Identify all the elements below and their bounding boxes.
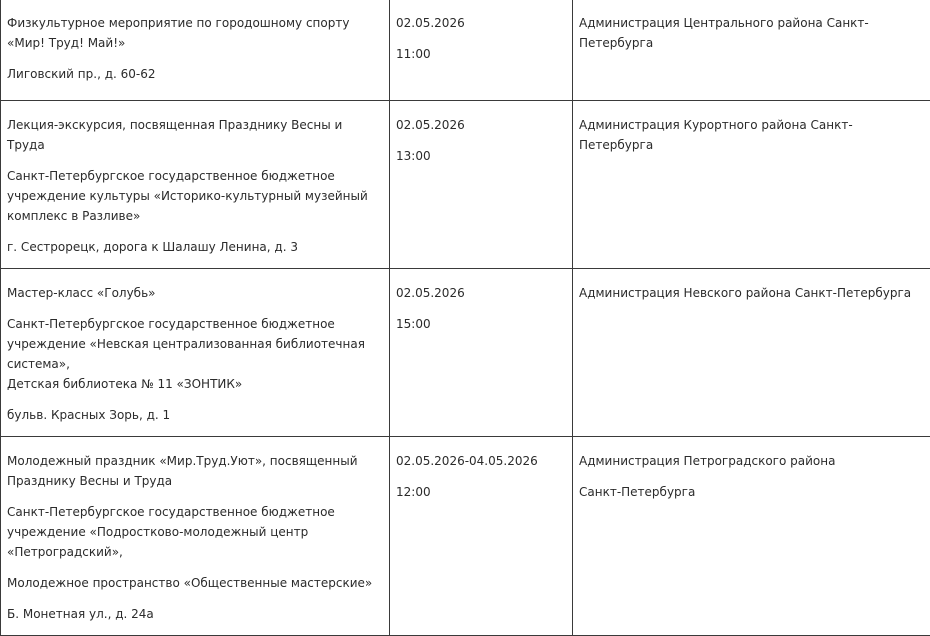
event-venue: Санкт-Петербургское государственное бюджетное учреждение «Подростково-молодежный центр «Петроградский», — [7, 502, 383, 562]
table-row — [1, 0, 930, 101]
event-date: 02.05.2026 — [396, 283, 566, 303]
venue-line: Детская библиотека № 11 «ЗОНТИК» — [7, 377, 242, 391]
event-organizer: Администрация Петроградского района — [579, 451, 925, 471]
event-address: г. Сестрорецк, дорога к Шалашу Ленина, д. 3 — [7, 237, 383, 257]
datetime-cell — [390, 437, 573, 636]
event-venue — [7, 314, 383, 394]
event-organizer: Администрация Центрального района Санкт-Петербурга — [579, 13, 925, 53]
event-time: 12:00 — [396, 482, 566, 502]
event-time: 15:00 — [396, 314, 566, 334]
organizer-cell — [573, 101, 930, 269]
event-address: бульв. Красных Зорь, д. 1 — [7, 405, 383, 425]
event-cell — [1, 101, 390, 269]
event-address: Лиговский пр., д. 60-62 — [7, 64, 383, 84]
organizer-cell — [573, 0, 930, 101]
datetime-cell — [390, 101, 573, 269]
organizer-cell — [573, 269, 930, 437]
event-venue: Санкт-Петербургское государственное бюджетное учреждение культуры «Историко-культурный музейный комплекс в Разливе» — [7, 166, 383, 226]
event-organizer: Администрация Невского района Санкт-Петербурга — [579, 283, 925, 303]
event-organizer: Администрация Курортного района Санкт-Петербурга — [579, 115, 925, 155]
venue-line: Санкт-Петербургское государственное бюджетное учреждение «Невская централизованная библиотечная система», — [7, 317, 365, 371]
event-cell — [1, 269, 390, 437]
event-title: Мастер-класс «Голубь» — [7, 283, 383, 303]
event-venue-secondary: Молодежное пространство «Общественные мастерские» — [7, 573, 383, 593]
table-row — [1, 101, 930, 269]
event-date: 02.05.2026 — [396, 13, 566, 33]
table-row — [1, 269, 930, 437]
datetime-cell — [390, 0, 573, 101]
event-title: Молодежный праздник «Мир.Труд.Уют», посвященный Празднику Весны и Труда — [7, 451, 383, 491]
event-cell — [1, 0, 390, 101]
organizer-cell — [573, 437, 930, 636]
event-title: Физкультурное мероприятие по городошному спорту «Мир! Труд! Май!» — [7, 13, 383, 53]
event-time: 13:00 — [396, 146, 566, 166]
event-address: Б. Монетная ул., д. 24а — [7, 604, 383, 624]
event-cell — [1, 437, 390, 636]
event-date: 02.05.2026-04.05.2026 — [396, 451, 566, 471]
datetime-cell — [390, 269, 573, 437]
table-row — [1, 437, 930, 636]
event-organizer-city: Санкт-Петербурга — [579, 482, 925, 502]
event-date: 02.05.2026 — [396, 115, 566, 135]
event-title: Лекция-экскурсия, посвященная Празднику Весны и Труда — [7, 115, 383, 155]
event-time: 11:00 — [396, 44, 566, 64]
